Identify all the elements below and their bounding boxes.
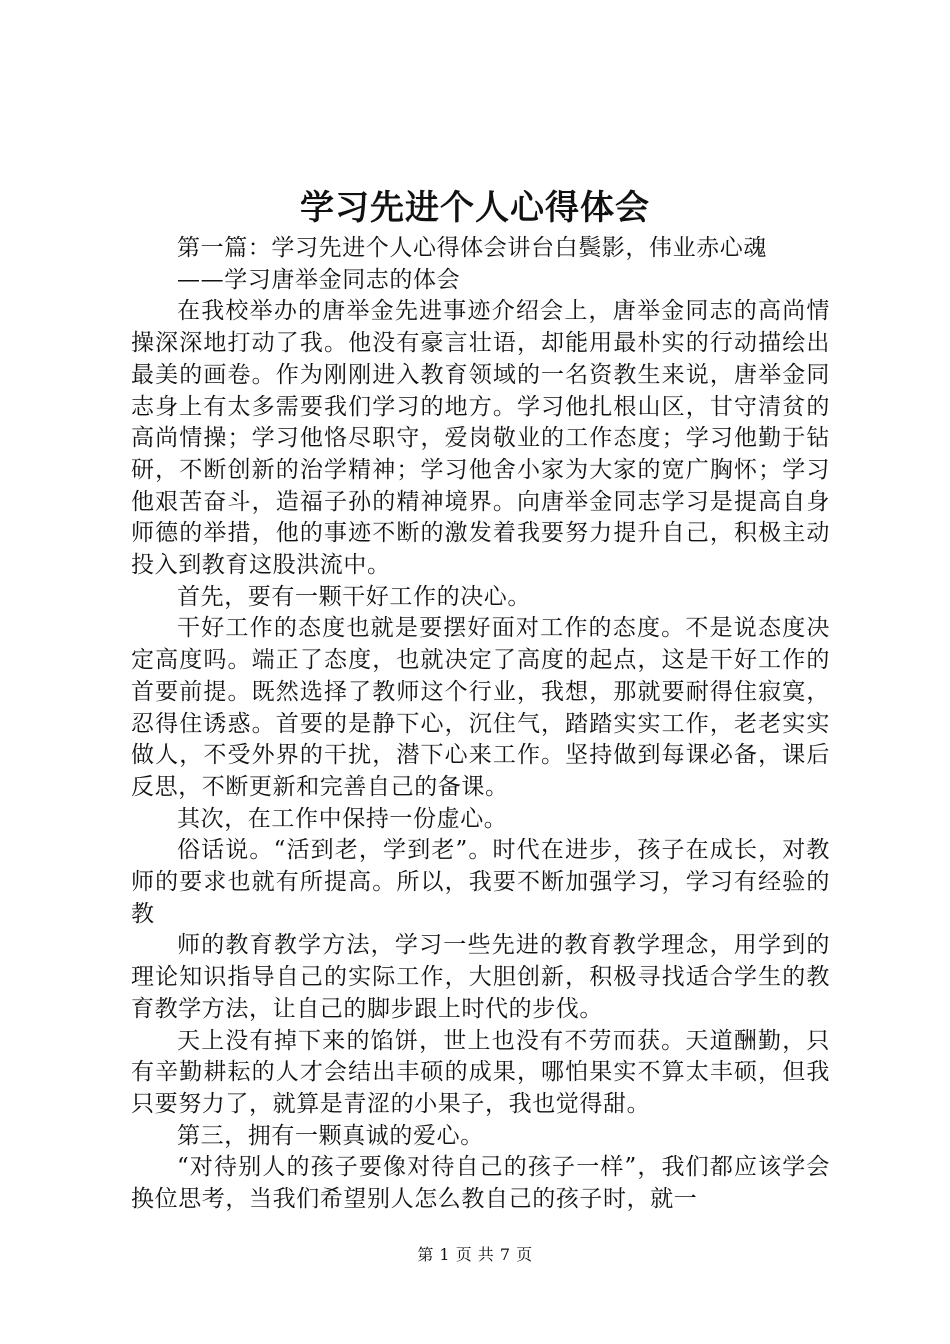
paragraph: 天上没有掉下来的馅饼，世上也没有不劳而获。天道酬勤，只有辛勤耕耘的人才会结出丰硕的成果，哪怕果实不算太丰硕，但我只要努力了，就算是青涩的小果子，我也觉得甜。 [131,1027,830,1117]
document-body [131,233,830,1216]
paragraph: “对待别人的孩子要像对待自己的孩子一样”，我们都应该学会换位思考，当我们希望别人怎么教自己的孩子时，就一 [131,1154,830,1213]
paragraph: 首先，要有一颗干好工作的决心。 [177,583,531,610]
paragraph: 第三，拥有一颗真诚的爱心。 [177,1122,484,1149]
paragraph-subtitle: 第一篇：学习先进个人心得体会讲台白鬓影，伟业赤心魂 [177,235,767,261]
document-title: 学习先进个人心得体会 [300,188,650,228]
paragraph: 俗话说。“活到老，学到老”。时代在进步，孩子在成长，对教师的要求也就有所提高。所以，我要不断加强学习，学习有经验的教 [131,837,830,927]
paragraph: 干好工作的态度也就是要摆好面对工作的态度。不是说态度决定高度吗。端正了态度，也就决定了高度的起点，这是干好工作的首要前提。既然选择了教师这个行业，我想，那就要耐得住寂寞，忍得住诱惑。首要的是静下心，沉住气，踏踏实实工作，老老实实做人，不受外界的干扰，潜下心来工作。坚持做到每课必备，课后反思，不断更新和完善自己的备课。 [131,615,830,800]
paragraph: 师的教育教学方法，学习一些先进的教育教学理念，用学到的理论知识指导自己的实际工作，大胆创新，积极寻找适合学生的教育教学方法，让自己的脚步跟上时代的步伐。 [131,932,830,1022]
paragraph: 其次，在工作中保持一份虚心。 [177,805,508,832]
paragraph: 在我校举办的唐举金先进事迹介绍会上，唐举金同志的高尚情操深深地打动了我。他没有豪言壮语，却能用最朴实的行动描绘出最美的画卷。作为刚刚进入教育领域的一名资教生来说，唐举金同志身上有太多需要我们学习的地方。学习他扎根山区，甘守清贫的高尚情操；学习他恪尽职守，爱岗敬业的工作态度；学习他勤于钻研，不断创新的治学精神；学习他舍小家为大家的宽广胸怀；学习他艰苦奋斗，造福子孙的精神境界。向唐举金同志学习是提高自身师德的举措，他的事迹不断的激发着我要努力提升自己，积极主动投入到教育这股洪流中。 [131,298,830,579]
paragraph-subtitle-continued: ——学习唐举金同志的体会 [177,266,461,293]
page-footer: 第 1 页 共 7 页 [417,1245,533,1264]
